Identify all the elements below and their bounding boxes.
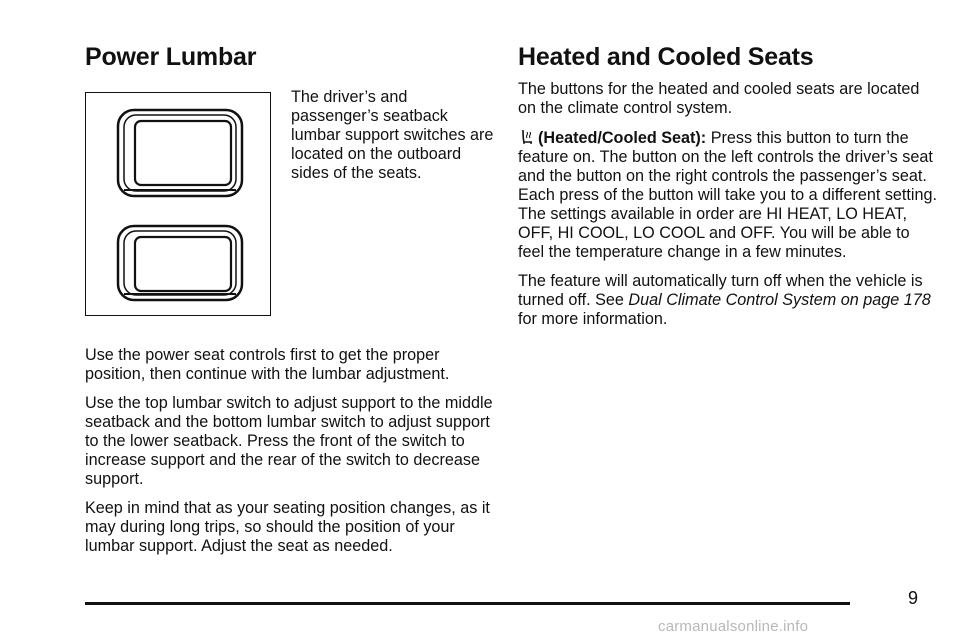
lumbar-body-text bbox=[85, 346, 495, 556]
lumbar-paragraph: Use the power seat controls first to get the proper position, then continue with the lumbar adjustment. bbox=[85, 346, 450, 383]
heated-cooled-intro: The buttons for the heated and cooled seats are located on the climate control system. bbox=[518, 80, 920, 117]
closing-suffix: for more information. bbox=[518, 310, 668, 328]
heated-cooled-feature-text: Press this button to turn the feature on. The button on the left controls the driver’s seat and the button on the right controls the passenger’s seat. Each press of the button will take you to a different setting. The settings available in order are HI HEAT, LO HEAT, OFF, HI COOL, LO COOL and OFF. You will be able to feel the temperature change in a few minutes. bbox=[518, 129, 938, 261]
footer-rule bbox=[85, 602, 850, 605]
dual-climate-control-reference: Dual Climate Control System on page 178 bbox=[628, 291, 931, 309]
power-lumbar-heading: Power Lumbar bbox=[85, 43, 257, 71]
lumbar-switch-drawing bbox=[86, 93, 269, 314]
heated-cooled-seats-section bbox=[518, 40, 938, 329]
lumbar-figure-caption: The driver’s and passenger’s seatback lumbar support switches are located on the outboard sides of the seats. bbox=[291, 88, 494, 182]
power-lumbar-section bbox=[85, 40, 495, 556]
heated-cooled-seat-icon bbox=[518, 128, 536, 146]
lumbar-paragraph: Use the top lumbar switch to adjust support to the middle seatback and the bottom lumbar switch to adjust support to the lower seatback. Press the front of the switch to increase support and the rear of the switch to decrease support. bbox=[85, 394, 493, 488]
heated-cooled-seat-label: (Heated/Cooled Seat): bbox=[538, 129, 707, 147]
lumbar-switches-illustration bbox=[85, 92, 271, 316]
watermark: carmanualsonline.info bbox=[658, 618, 809, 635]
lumbar-figure-row bbox=[85, 88, 495, 318]
closing-prefix: The feature will automatically turn off when the vehicle is turned off. See bbox=[518, 272, 923, 309]
heated-cooled-seats-heading: Heated and Cooled Seats bbox=[518, 43, 814, 71]
lumbar-paragraph: Keep in mind that as your seating position changes, as it may during long trips, so should the position of your lumbar support. Adjust the seat as needed. bbox=[85, 499, 490, 555]
heated-cooled-feature-paragraph bbox=[518, 128, 938, 262]
heated-cooled-body-text bbox=[518, 80, 938, 329]
bottom-lumbar-switch bbox=[118, 226, 242, 300]
page-number: 9 bbox=[908, 588, 919, 608]
heated-cooled-closing bbox=[518, 272, 938, 329]
top-lumbar-switch bbox=[118, 110, 242, 196]
